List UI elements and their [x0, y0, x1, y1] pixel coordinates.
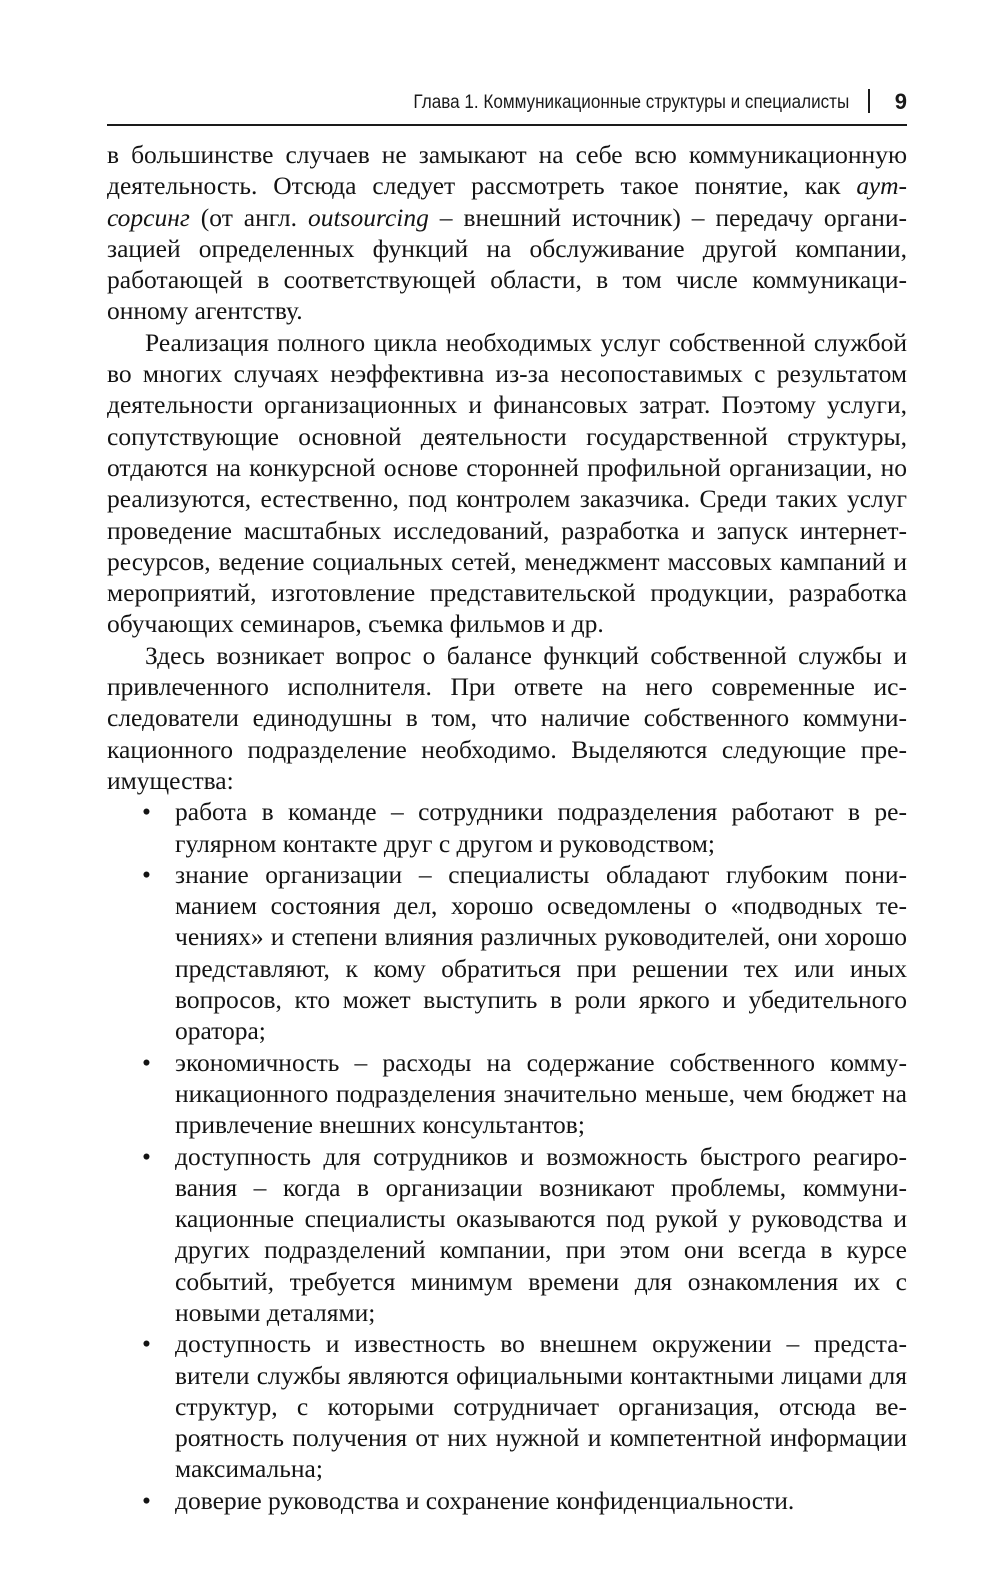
- term-outsourcing: аутсорсинг: [107, 171, 907, 232]
- bullet-icon: •: [142, 1485, 151, 1515]
- page-body: [107, 139, 907, 1516]
- header-separator: [868, 89, 870, 113]
- page-number: 9: [894, 89, 907, 114]
- term-outsourcing-en: outsourcing: [307, 202, 429, 232]
- list-item: • доступность и известность во внешнем окружении – представители службы являются официальными контактными лицами для структур, с которыми сотрудничает организация, отсюда вероятность получения от них нужной и компетентной информации максимальна;: [142, 1329, 907, 1484]
- list-item: • знание организации – специалисты обладают глубоким пониманием состояния дел, хорошо осведомлены о «подводных течениях» и степени влияния различных руководителей, они хорошо представляют, к кому обратиться при решении тех или иных вопросов, кто может выступить в роли яркого и убедительного оратора;: [142, 859, 907, 1046]
- paragraph: Здесь возникает вопрос о балансе функций собственной службы и привлеченного исполнителя. При ответе на него современные исследователи единодушны в том, что наличие собственного коммуникационного подразделение необходимо. Выделяются следующие преимущества:: [107, 640, 907, 795]
- paragraph-continuation: в большинстве случаев не замыкают на себе всю коммуникационную деятельность. Отсюда следует рассмотреть такое понятие, как аутсорсинг (от англ. outsourcing – внешний источник) – передачу организацией определенных функций на обслуживание другой компании, работающей в соответствующей области, в том числе коммуникационному агентству.: [107, 140, 908, 326]
- bullet-icon: •: [142, 1329, 151, 1359]
- bullet-icon: •: [142, 859, 151, 889]
- running-header: [107, 86, 907, 120]
- list-item: • доверие руководства и сохранение конфиденциальности.: [142, 1485, 795, 1515]
- list-item: • работа в команде – сотрудники подразделения работают в регулярном контакте друг с другом и руководством;: [142, 797, 907, 858]
- header-rule: [107, 124, 907, 126]
- bullet-icon: •: [142, 1141, 151, 1171]
- bullet-icon: •: [142, 797, 151, 827]
- advantages-list: [107, 796, 907, 1516]
- list-item: • экономичность – расходы на содержание собственного коммуникационного подразделения значительно меньше, чем бюджет на привлечение внешних консультантов;: [142, 1047, 907, 1140]
- bullet-icon: •: [142, 1047, 151, 1077]
- paragraph: Реализация полного цикла необходимых услуг собственной службой во многих случаях неэффективна из-за несопоставимых с результатом деятельности организационных и финансовых затрат. Поэтому услуги, сопутствующие основной деятельности государственной структуры, отдаются на конкурсной основе сторонней профильной организации, но реализуются, естественно, под контролем заказчика. Среди таких услуг проведение масштабных исследований, разработка и запуск интернет-ресурсов, ведение социальных сетей, менеджмент массовых кампаний и мероприятий, изготовление представительской продукции, разработка обучающих семинаров, съемка фильмов и др.: [107, 327, 907, 639]
- chapter-title: Глава 1. Коммуникационные структуры и специалисты: [413, 92, 849, 113]
- list-item: • доступность для сотрудников и возможность быстрого реагирования – когда в организации возникают проблемы, коммуникационные специалисты оказываются под рукой у руководства и других подразделений компании, при этом они всегда в курсе событий, требуется минимум времени для ознакомления их с новыми деталями;: [142, 1141, 907, 1327]
